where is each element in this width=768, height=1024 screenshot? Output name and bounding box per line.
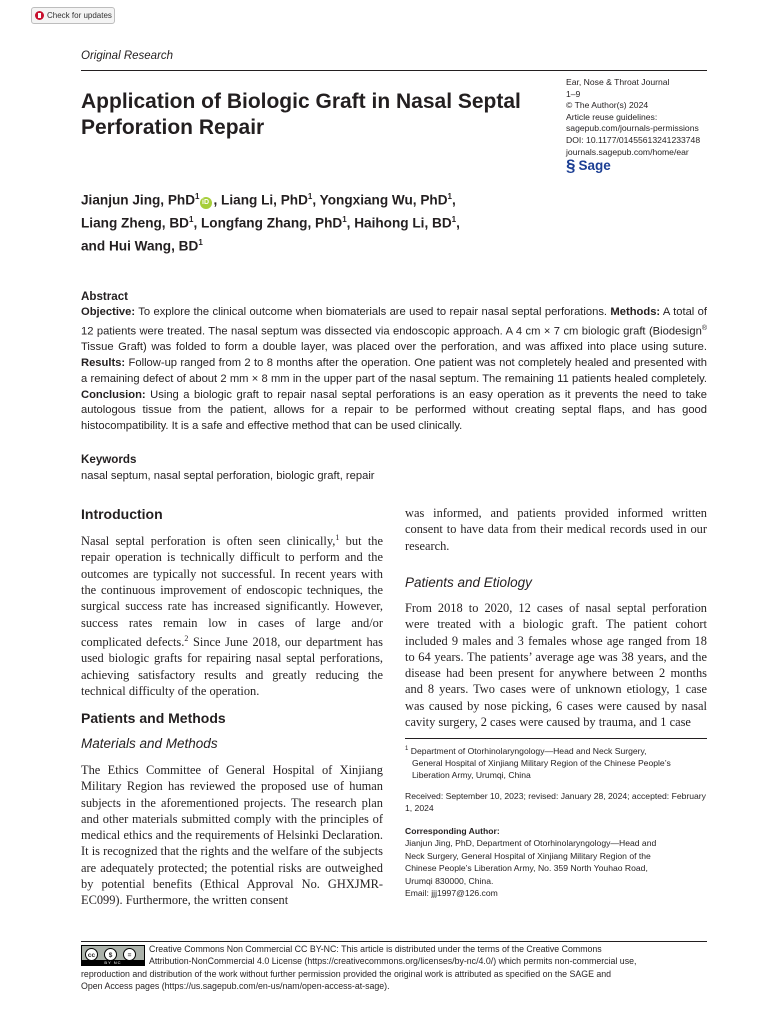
license-line: reproduction and distribution of the work without further permission provided the original work is attributed as specified on the SAGE and <box>81 968 612 979</box>
publisher-name: Sage <box>578 158 611 173</box>
affiliation-marker: 1 <box>307 192 313 201</box>
permissions-link[interactable]: sagepub.com/journals-permissions <box>566 123 699 134</box>
corresponding-line: Chinese People’s Liberation Army, No. 359 North Youhao Road, <box>405 863 648 874</box>
intro-sentence: but the repair operation is technically difficult to perform and the outcomes are typically not successful. In recent years with the continuous improvement of endoscopic techniques, the surgical success rate has increased significantly. However, success rates remain low in cases of large and/or complicated defects. <box>81 534 383 650</box>
intro-sentence: Nasal septal perforation is often seen clinically, <box>81 534 336 549</box>
affiliation-line: Liberation Army, Urumqi, China <box>412 769 531 780</box>
conclusion-text: Using a biologic graft to repair nasal septal perforations is an easy operation as it prevents the need to take autologous tissue from the patient, allows for a repair to be performed without creating septal flaps, and has good histocompatibility. It is a safe and effective method that can be used clinically. <box>81 388 707 433</box>
doi-link[interactable]: DOI: 10.1177/01455613241233748 <box>566 134 701 145</box>
methods-label: Methods: <box>610 305 661 318</box>
corresponding-line: Jianjun Jing, PhD, Department of Otorhinolaryngology—Head and <box>405 838 657 849</box>
author-separator: , <box>452 192 456 208</box>
corresponding-heading: Corresponding Author: <box>405 826 500 836</box>
author-name: , Yongxiang Wu, PhD <box>312 192 448 208</box>
author-name: Jianjun Jing, PhD <box>81 192 196 208</box>
author-name: , Longfang Zhang, PhD <box>193 215 343 231</box>
materials-methods-heading: Materials and Methods <box>81 736 218 751</box>
affiliation-marker: 1 <box>405 746 409 752</box>
license-line: Creative Commons Non Commercial CC BY-NC: This article is distributed under the terms of the Creative Commons <box>149 944 602 954</box>
introduction-heading: Introduction <box>81 506 163 522</box>
author-name: , Liang Li, PhD <box>213 192 308 208</box>
author-list <box>81 187 521 256</box>
sage-s-icon: § <box>566 156 576 175</box>
cc-icon: cc <box>85 948 98 961</box>
license-divider <box>81 941 707 942</box>
affiliation-line: Department of Otorhinolaryngology—Head and Neck Surgery, <box>410 745 647 756</box>
copyright: © The Author(s) 2024 <box>566 100 649 111</box>
objective-label: Objective: <box>81 305 136 318</box>
author-name: , Haihong Li, BD <box>346 215 452 231</box>
keywords-heading: Keywords <box>81 453 137 466</box>
check-updates-icon <box>35 11 44 20</box>
author-name: and Hui Wang, BD <box>81 238 199 254</box>
received-dates: Received: September 10, 2023; revised: January 28, 2024; accepted: February 1, 2024 <box>405 791 706 813</box>
corresponding-line: Urumqi 830000, China. <box>405 875 494 886</box>
by-icon: $ <box>104 948 117 961</box>
article-type: Original Research <box>81 50 174 62</box>
patients-etiology-text: From 2018 to 2020, 12 cases of nasal septal perforation were treated with a biologic graft. The patient cohort included 9 males and 3 females whose age ranged from 18 to 64 years. The patients’ average age was 38 years, and the disease had been present for anywhere between 2 months and 8 years. Two cases were of unknown etiology, 1 case was caused by nose picking, 6 cases were caused by nasal cavity surgery, 2 cases were caused by trauma, and 1 case <box>405 601 707 730</box>
materials-methods-text: The Ethics Committee of General Hospital of Xinjiang Military Region has reviewed the proposed use of human subjects in the aforementioned projects. The research plan and other materials submitted comply with the principles of medical ethics and the requirements of Helsinki Declaration. It is recognized that the rights and the welfare of the subjects are adequately protected; the potential risks are outweighed by potential benefits (Ethical Approval No. GHXJMR-EC099). Furthermore, the written consent <box>81 763 383 908</box>
affiliation-marker: 1 <box>451 215 457 225</box>
methods-text: A total of 12 patients were treated. The nasal septum was dissected via endoscopic approach. A 4 cm × 7 cm biologic graft (Biodesign <box>81 305 707 338</box>
nc-icon: = <box>123 948 136 961</box>
corresponding-line: Neck Surgery, General Hospital of Xinjiang Military Region of the <box>405 850 651 861</box>
affiliation-marker: 1 <box>447 192 452 201</box>
results-text: Follow-up ranged from 2 to 8 months after the operation. One patient was not completely healed and presented with a remaining defect of about 2 mm × 8 mm in the upper part of the nasal septum. The remaining 11 patients healed completely. <box>81 356 707 385</box>
keywords <box>81 452 707 484</box>
patients-etiology-heading: Patients and Etiology <box>405 575 532 590</box>
check-for-updates-button[interactable] <box>31 7 115 24</box>
affiliation-line: General Hospital of Xinjiang Military Region of the Chinese People’s <box>412 757 671 768</box>
author-name: Liang Zheng, BD <box>81 215 189 231</box>
corresponding-author <box>405 825 707 899</box>
author-separator: , <box>456 215 460 231</box>
abstract-heading: Abstract <box>81 290 129 303</box>
registered-mark: ® <box>701 324 707 332</box>
patients-methods-heading: Patients and Methods <box>81 710 226 726</box>
results-label: Results: <box>81 356 126 369</box>
keywords-text: nasal septum, nasal septal perforation, biologic graft, repair <box>81 470 375 482</box>
license-text <box>81 943 707 993</box>
journal-info <box>566 77 726 158</box>
paper-title: Application of Biologic Graft in Nasal Septal Perforation Repair <box>81 90 521 139</box>
header-divider <box>81 70 707 71</box>
affiliation-marker: 1 <box>195 192 200 201</box>
citation-ref[interactable]: 1 <box>335 533 340 542</box>
journal-name: Ear, Nose & Throat Journal <box>566 77 670 87</box>
affiliation-marker: 1 <box>342 215 347 225</box>
journal-home-link[interactable]: journals.sagepub.com/home/ear <box>566 146 689 157</box>
email-link[interactable]: Email: jjj1997@126.com <box>405 888 498 899</box>
reuse-label: Article reuse guidelines: <box>566 111 658 122</box>
affiliation-marker: 1 <box>189 215 194 225</box>
affiliation-marker: 1 <box>198 238 203 248</box>
license-line: Attribution-NonCommercial 4.0 License (https://creativecommons.org/licenses/by-nc/4.0/) which permits non-commercial use, <box>149 956 637 967</box>
affiliation-footnote <box>405 743 707 781</box>
check-for-updates-label: Check for updates <box>47 11 112 20</box>
sage-logo <box>566 157 611 174</box>
intro-sentence: Since June 2018, our department has used biologic grafts for repairing nasal septal perforations, achieving satisfactory results and greatly reducing the technical difficulty of the operation. <box>81 635 383 698</box>
methods-text: Tissue Graft) was folded to form a double layer, was placed over the perforation, and was affixed into place using suture. <box>81 341 707 354</box>
objective-text: To explore the clinical outcome when biomaterials are used to repair nasal septal perforations. <box>135 305 611 318</box>
abstract <box>81 289 707 435</box>
badge-strip: BY NC <box>82 960 144 965</box>
introduction-text <box>81 530 383 699</box>
footnote-divider <box>405 738 707 739</box>
conclusion-label: Conclusion: <box>81 388 146 401</box>
orcid-icon[interactable]: iD <box>200 197 212 209</box>
consent-continuation-text: was informed, and patients provided informed written consent to have data from their medical records used in our research. <box>405 506 707 553</box>
citation-ref[interactable]: 2 <box>184 633 189 643</box>
license-line: Open Access pages (https://us.sagepub.com/en-us/nam/open-access-at-sage). <box>81 981 390 992</box>
page-range: 1–9 <box>566 88 581 99</box>
